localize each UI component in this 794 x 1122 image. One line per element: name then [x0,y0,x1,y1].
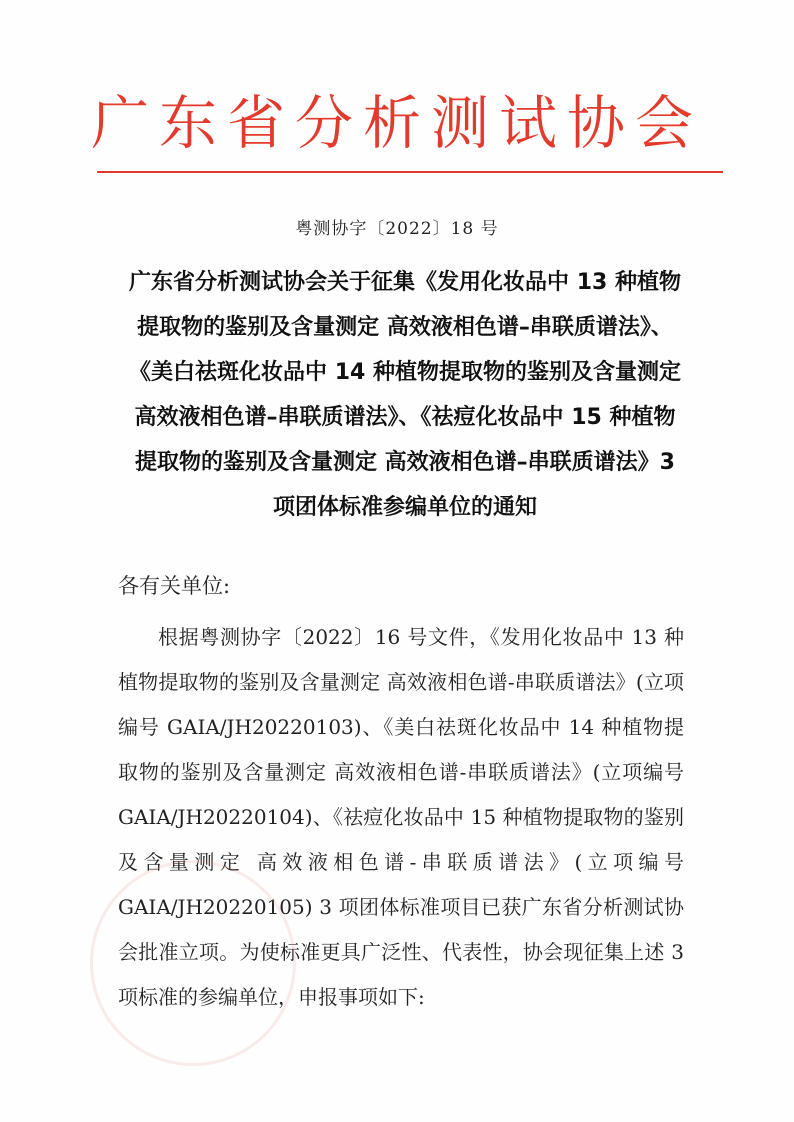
body-paragraph: 根据粤测协字〔2022〕16 号文件，《发用化妆品中 13 种植物提取物的鉴别及含量测定 高效液相色谱-串联质谱法》(立项编号 GAIA/JH20220103)、《美白祛斑化妆品中 14 种植物提取物的鉴别及含量测定 高效液相色谱-串联质谱法》(立项编号 GAIA/JH20220104)、《祛痘化妆品中 15 种植物提取物的鉴别及含量测定 高效液相色谱-串联质谱法》(立项编号 GAIA/JH20220105) 3 项团体标准项目已获广东省分析测试协会批准立项。为使标准更具广泛性、代表性，协会现征集上述 3 项标准的参编单位，申报事项如下: [118,625,684,1009]
masthead-title: 广东省分析测试协会 [90,89,703,157]
faint-seal-icon [90,860,296,1066]
notice-title: 广东省分析测试协会关于征集《发用化妆品中 13 种植物提取物的鉴别及含量测定 高效液相色谱–串联质谱法》、《美白祛斑化妆品中 14 种植物提取物的鉴别及含量测定 高效液相色谱–串联质谱法》、《祛痘化妆品中 15 种植物提取物的鉴别及含量测定 高效液相色谱–串联质谱法》3 项团体标准参编单位的通知 [129,270,681,520]
red-divider [97,171,723,173]
document-number: 粤测协字〔2022〕18 号 [295,219,499,239]
salutation: 各有关单位: [118,574,231,598]
